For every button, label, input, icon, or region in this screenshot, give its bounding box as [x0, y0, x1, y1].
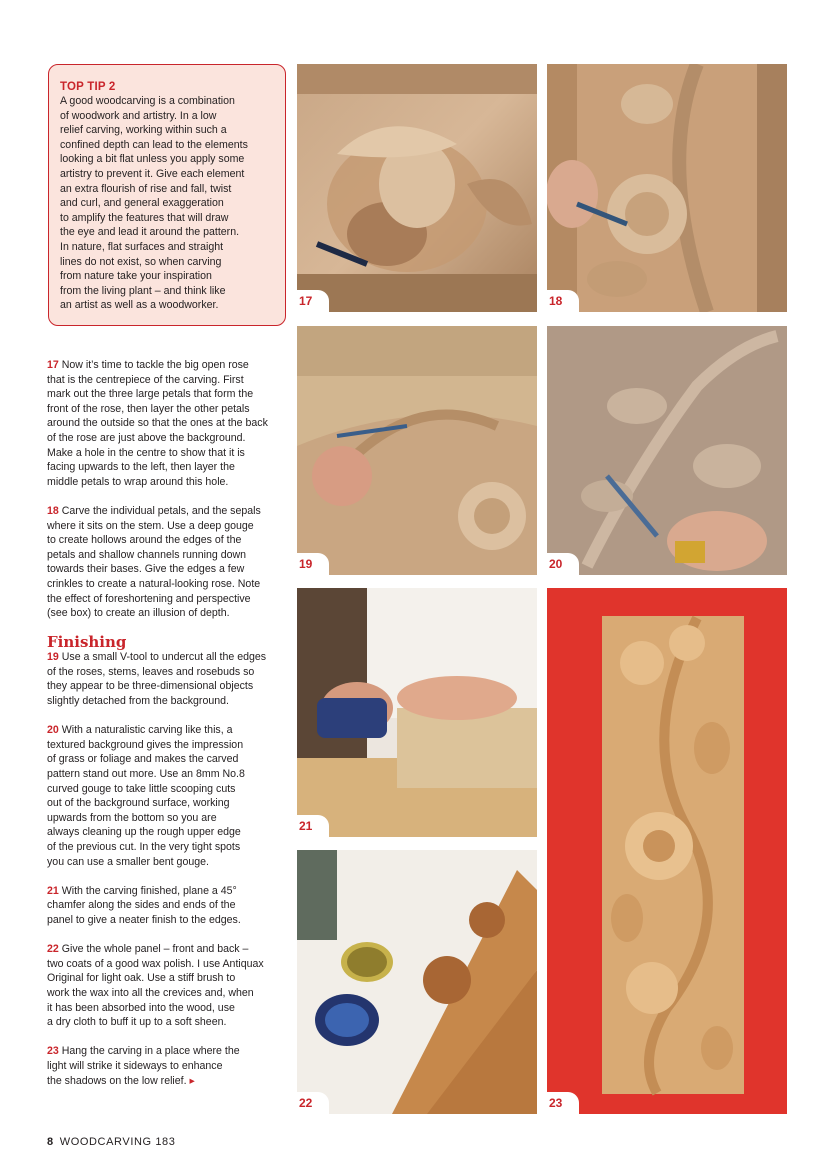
tip-body [60, 94, 275, 313]
tip-line: from the living plant – and think like [60, 284, 226, 297]
text-line: 17 Now it’s time to tackle the big open rose [47, 359, 249, 371]
text-line: where it sits on the stem. Use a deep gouge [47, 519, 254, 532]
text-line: of the previous cut. In the very tight spots [47, 841, 241, 853]
text-line: of grass or foliage and makes the carved [47, 753, 239, 766]
photo-17 [297, 64, 537, 312]
step-number: 17 [47, 359, 59, 371]
text-line: pattern stand out more. Use an 8mm No.8 [47, 768, 245, 781]
tip-line: confined depth can lead to the elements [60, 138, 248, 151]
text-line: middle petals to wrap around this hole. [47, 475, 229, 488]
text-line: 20 With a naturalistic carving like this, a [47, 724, 233, 737]
text-line: they appear to be three-dimensional objects [47, 680, 254, 693]
text-line: curved gouge to take little scooping cuts [47, 782, 236, 795]
step-number: 23 [47, 1045, 59, 1058]
photo-number-badge: 20 [547, 553, 579, 575]
tip-line: lines do not exist, so when carving [60, 255, 222, 268]
text-line: Original for light oak. Use a stiff brush to [47, 972, 236, 985]
step-number: 22 [47, 943, 59, 956]
step-number: 19 [47, 651, 59, 664]
text-line: facing upwards to the left, then layer the [47, 461, 235, 474]
page-footer [47, 1136, 176, 1148]
text-line: a dry cloth to buff it up to a soft sheen. [47, 1016, 227, 1029]
tip-line: an artist as well as a woodworker. [60, 299, 219, 312]
text-line: 18 Carve the individual petals, and the sepals [47, 504, 261, 517]
photo-21 [297, 588, 537, 837]
photo-number-badge: 18 [547, 290, 579, 312]
step-20-paragraph [47, 723, 289, 869]
tip-line: and curl, and general exaggeration [60, 197, 224, 210]
photo-18 [547, 64, 787, 312]
text-line: 22 Give the whole panel – front and back – [47, 943, 249, 956]
carving-rose-closeup-image [547, 64, 787, 312]
text-line: towards their bases. Give the edges a few [47, 563, 245, 576]
photo-20 [547, 326, 787, 575]
planing-chamfer-image [297, 588, 537, 837]
step-number: 20 [47, 724, 59, 737]
text-line: light will strike it sideways to enhance [47, 1059, 223, 1072]
tip-line: artistry to prevent it. Give each element [60, 167, 245, 180]
text-line: 19 Use a small V-tool to undercut all the edges [47, 651, 267, 664]
text-line: textured background gives the impression [47, 738, 244, 751]
finished-panel-image [547, 588, 787, 1114]
step-17-paragraph [47, 358, 289, 489]
text-line: the effect of foreshortening and perspective [47, 592, 251, 605]
photo-23 [547, 588, 787, 1114]
step-21-paragraph [47, 884, 289, 928]
text-line: 21 With the carving finished, plane a 45° [47, 884, 237, 897]
background-texturing-image [547, 326, 787, 575]
text-line: petals and shallow channels running down [47, 548, 247, 561]
photo-19 [297, 326, 537, 575]
text-line: around the outside so that the ones at the back [47, 417, 268, 430]
tip-line: looking a bit flat unless you apply some [60, 153, 245, 166]
finishing-heading: Finishing [47, 633, 127, 652]
tip-line: In nature, flat surfaces and straight [60, 240, 224, 253]
text-line: always cleaning up the rough upper edge [47, 826, 241, 839]
tip-line: the eye and lead it around the pattern. [60, 226, 240, 239]
text-line: slightly detached from the background. [47, 695, 229, 708]
step-18-paragraph [47, 504, 289, 621]
text-line: of the rose are just above the background. [47, 431, 246, 444]
step-22-paragraph [47, 942, 289, 1030]
text-line: (see box) to create an illusion of depth. [47, 607, 230, 620]
tip-line: to amplify the features that will draw [60, 211, 229, 224]
photo-number-badge: 22 [297, 1092, 329, 1114]
text-line: panel to give a neater finish to the edges. [47, 913, 241, 926]
photo-number-badge: 19 [297, 553, 329, 575]
text-line: Make a hole in the centre to show that it is [47, 446, 245, 459]
photo-number-badge: 23 [547, 1092, 579, 1114]
undercutting-image [297, 326, 537, 575]
text-line: out of the background surface, working [47, 797, 230, 810]
tip-line: an extra flourish of rise and fall, twist [60, 182, 232, 195]
tip-line: of woodwork and artistry. In a low [60, 109, 217, 122]
text-line: it has been absorbed into the wood, use [47, 1001, 235, 1014]
text-line: front of the rose, then layer the other petals [47, 402, 250, 415]
text-line: the shadows on the low relief. ▸ [47, 1074, 195, 1087]
magazine-issue: WOODCARVING 183 [59, 1136, 176, 1148]
text-line: chamfer along the sides and ends of the [47, 899, 236, 912]
text-line: mark out the three large petals that form the [47, 388, 254, 401]
text-line: crinkles to create a natural-looking rose. Note [47, 577, 261, 590]
text-line: two coats of a good wax polish. I use Antiquax [47, 957, 264, 970]
text-line: work the wax into all the crevices and, when [47, 986, 254, 999]
text-line: upwards from the bottom so you are [47, 811, 217, 824]
text-line: of the roses, stems, leaves and rosebuds so [47, 665, 255, 678]
step-19-paragraph [47, 650, 289, 708]
tip-line: relief carving, working within such a [60, 124, 227, 137]
page-number: 8 [47, 1136, 54, 1148]
top-tip-box [48, 64, 286, 326]
step-23-paragraph [47, 1044, 289, 1088]
text-line: 23 Hang the carving in a place where the [47, 1045, 240, 1058]
tip-line: from nature take your inspiration [60, 270, 212, 283]
text-line: that is the centrepiece of the carving. First [47, 373, 244, 386]
tip-title: TOP TIP 2 [60, 81, 116, 93]
step-number: 18 [47, 504, 59, 517]
text-line: to create hollows around the edges of the [47, 534, 242, 547]
step-number: 21 [47, 884, 59, 897]
article-text-column [47, 358, 289, 1103]
carving-rose-image [297, 64, 537, 312]
photo-number-badge: 21 [297, 815, 329, 837]
end-mark-icon: ▸ [189, 1074, 195, 1087]
tip-line: A good woodcarving is a combination [60, 95, 235, 107]
text-line: you can use a smaller bent gouge. [47, 855, 209, 868]
photo-22 [297, 850, 537, 1114]
photo-number-badge: 17 [297, 290, 329, 312]
wax-polish-image [297, 850, 537, 1114]
